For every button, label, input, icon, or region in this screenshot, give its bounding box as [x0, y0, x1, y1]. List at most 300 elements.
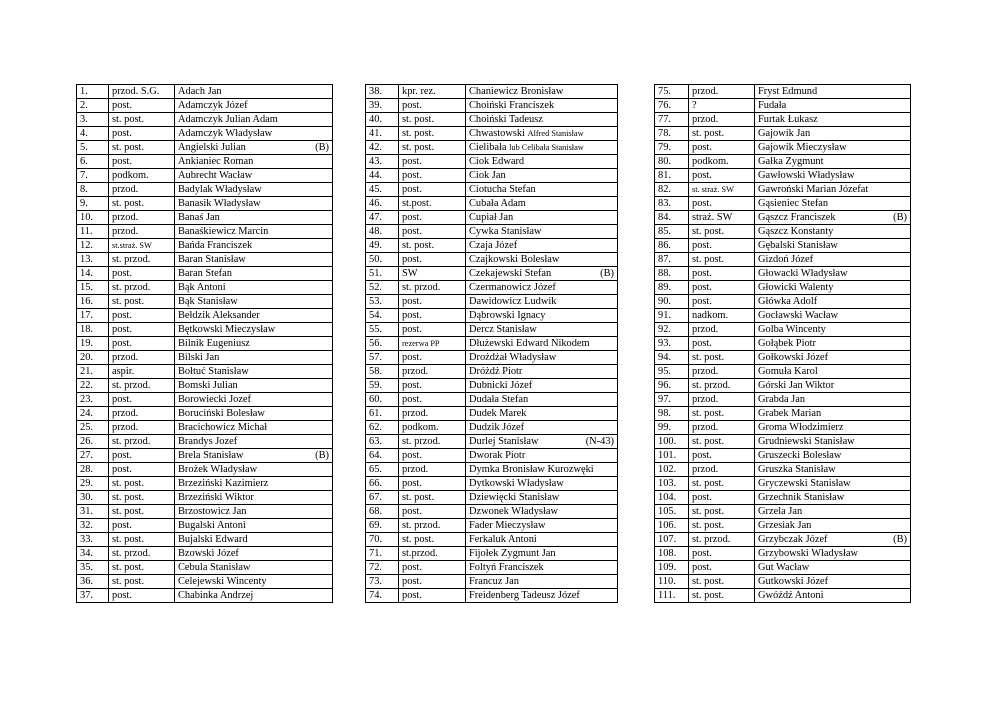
rank-cell: kpr. rez.	[399, 85, 466, 99]
row-number: 46.	[366, 197, 399, 211]
roster-table-3-body	[655, 85, 911, 603]
name-cell	[755, 561, 911, 575]
name-cell	[466, 309, 618, 323]
person-name: Czermanowicz Józef	[469, 282, 556, 293]
person-name: Ciok Edward	[469, 156, 525, 167]
rank-cell: st. post.	[689, 435, 755, 449]
name-cell	[175, 589, 333, 603]
person-name: Adamczyk Władysław	[178, 128, 273, 139]
table-row	[77, 169, 333, 183]
roster-table-2-body	[366, 85, 618, 603]
name-cell	[466, 435, 618, 449]
name-cell	[175, 547, 333, 561]
row-number: 81.	[655, 169, 689, 183]
person-name: Chabinka Andrzej	[178, 590, 254, 601]
name-cell	[755, 421, 911, 435]
person-name: Bąk Stanisław	[178, 296, 238, 307]
rank-cell: st. post.	[399, 127, 466, 141]
person-name: Bilski Jan	[178, 352, 220, 363]
table-row	[655, 309, 911, 323]
person-name: Dąbrowski Ignacy	[469, 310, 546, 321]
row-number: 93.	[655, 337, 689, 351]
row-number: 44.	[366, 169, 399, 183]
name-cell	[755, 85, 911, 99]
row-number: 13.	[77, 253, 109, 267]
rank-cell: st. przod.	[399, 435, 466, 449]
rank-cell: przod.	[109, 421, 175, 435]
row-number: 28.	[77, 463, 109, 477]
person-name: Bętkowski Mieczysław	[178, 324, 276, 335]
table-row	[77, 85, 333, 99]
person-name: Angielski Julian	[178, 142, 246, 153]
row-number: 105.	[655, 505, 689, 519]
table-row	[655, 211, 911, 225]
name-cell	[466, 141, 618, 155]
name-cell	[175, 85, 333, 99]
person-name: Grabek Marian	[758, 408, 822, 419]
table-row	[655, 267, 911, 281]
row-number: 10.	[77, 211, 109, 225]
name-cell	[466, 197, 618, 211]
person-name: Cebula Stanisław	[178, 562, 251, 573]
name-cell	[466, 505, 618, 519]
table-row	[655, 407, 911, 421]
person-name: Dziewięcki Stanisław	[469, 492, 560, 503]
rank-cell: przod.	[689, 393, 755, 407]
row-number: 49.	[366, 239, 399, 253]
rank-cell: st. post.	[689, 127, 755, 141]
name-cell	[466, 225, 618, 239]
table-row	[366, 155, 618, 169]
rank-cell: rezerwa PP	[399, 337, 466, 351]
person-name: Gębalski Stanisław	[758, 240, 838, 251]
row-number: 66.	[366, 477, 399, 491]
person-name: Chwastowski	[469, 128, 525, 139]
person-name: Górski Jan Wiktor	[758, 380, 835, 391]
row-number: 75.	[655, 85, 689, 99]
rank-cell: st.straż. SW	[109, 239, 175, 253]
rank-cell: st. post.	[689, 253, 755, 267]
name-cell	[175, 295, 333, 309]
person-name: Grzybowski Władysław	[758, 548, 858, 559]
row-number: 57.	[366, 351, 399, 365]
name-cell	[175, 351, 333, 365]
name-cell	[755, 379, 911, 393]
name-cell	[466, 211, 618, 225]
table-row	[655, 421, 911, 435]
rank-cell: post.	[399, 323, 466, 337]
name-cell	[175, 533, 333, 547]
name-cell	[755, 393, 911, 407]
row-number: 108.	[655, 547, 689, 561]
row-number: 32.	[77, 519, 109, 533]
name-cell	[466, 365, 618, 379]
table-row	[366, 309, 618, 323]
name-cell	[755, 211, 911, 225]
table-row	[77, 463, 333, 477]
table-row	[655, 141, 911, 155]
name-cell	[466, 351, 618, 365]
name-cell	[175, 141, 333, 155]
row-number: 94.	[655, 351, 689, 365]
table-row	[77, 141, 333, 155]
person-name: Gutkowski Józef	[758, 576, 829, 587]
person-name: Baran Stanisław	[178, 254, 246, 265]
table-row	[77, 225, 333, 239]
name-cell	[466, 463, 618, 477]
table-row	[77, 155, 333, 169]
row-number: 79.	[655, 141, 689, 155]
name-cell	[175, 169, 333, 183]
name-cell	[755, 449, 911, 463]
table-row	[366, 379, 618, 393]
name-cell	[466, 337, 618, 351]
roster-table-1	[76, 84, 333, 603]
name-cell	[755, 519, 911, 533]
name-cell	[466, 169, 618, 183]
name-cell	[175, 491, 333, 505]
rank-cell: st. post.	[399, 239, 466, 253]
row-number: 37.	[77, 589, 109, 603]
person-name: Borowiecki Jozef	[178, 394, 251, 405]
rank-cell: st. przod.	[399, 281, 466, 295]
person-name: Bołtuć Stanisław	[178, 366, 249, 377]
table-row	[655, 127, 911, 141]
row-number: 54.	[366, 309, 399, 323]
name-cell	[175, 99, 333, 113]
table-row	[366, 337, 618, 351]
row-number: 48.	[366, 225, 399, 239]
rank-cell: post.	[399, 169, 466, 183]
table-row	[655, 281, 911, 295]
rank-cell: post.	[689, 491, 755, 505]
rank-cell: podkom.	[689, 155, 755, 169]
person-name: Dawidowicz Ludwik	[469, 296, 557, 307]
name-cell	[755, 547, 911, 561]
row-number: 51.	[366, 267, 399, 281]
name-cell	[755, 309, 911, 323]
rank-cell: st. post.	[399, 533, 466, 547]
table-row	[77, 505, 333, 519]
person-name: Groma Włodzimierz	[758, 422, 844, 433]
rank-cell: post.	[399, 379, 466, 393]
table-row	[366, 435, 618, 449]
rank-cell: st. post.	[399, 141, 466, 155]
name-cell	[466, 491, 618, 505]
table-row	[77, 197, 333, 211]
row-number: 89.	[655, 281, 689, 295]
row-number: 25.	[77, 421, 109, 435]
person-name: Bzowski Józef	[178, 548, 239, 559]
person-name: Dudek Marek	[469, 408, 527, 419]
rank-cell: post.	[689, 337, 755, 351]
rank-cell: ?	[689, 99, 755, 113]
row-number: 98.	[655, 407, 689, 421]
person-name: Gizdoń Józef	[758, 254, 814, 265]
table-row	[77, 407, 333, 421]
table-row	[655, 239, 911, 253]
row-number: 36.	[77, 575, 109, 589]
row-number: 88.	[655, 267, 689, 281]
table-row	[366, 589, 618, 603]
row-number: 47.	[366, 211, 399, 225]
person-name: Gajowik Mieczysław	[758, 142, 847, 153]
table-row	[655, 449, 911, 463]
table-row	[366, 295, 618, 309]
row-number: 78.	[655, 127, 689, 141]
rank-cell: st. przod.	[399, 519, 466, 533]
name-cell	[175, 197, 333, 211]
rank-cell: przod.	[689, 463, 755, 477]
row-number: 69.	[366, 519, 399, 533]
name-suffix: (B)	[893, 212, 907, 223]
name-cell	[466, 155, 618, 169]
row-number: 99.	[655, 421, 689, 435]
person-name: Gołąbek Piotr	[758, 338, 817, 349]
person-name: Fudała	[758, 100, 787, 111]
person-name: Głowacki Władysław	[758, 268, 848, 279]
table-row	[77, 491, 333, 505]
rank-cell: post.	[689, 267, 755, 281]
rank-cell: st. post.	[109, 575, 175, 589]
name-cell	[175, 323, 333, 337]
row-number: 17.	[77, 309, 109, 323]
table-row	[77, 253, 333, 267]
rank-cell: przod.	[399, 365, 466, 379]
person-name: Bomski Julian	[178, 380, 238, 391]
rank-cell: post.	[399, 99, 466, 113]
table-row	[655, 365, 911, 379]
name-suffix: (B)	[893, 534, 907, 545]
table-row	[77, 239, 333, 253]
row-number: 23.	[77, 393, 109, 407]
person-name: Adamczyk Julian Adam	[178, 114, 278, 125]
table-row	[77, 267, 333, 281]
rank-cell: st. post.	[689, 575, 755, 589]
person-name: Banasik Władysław	[178, 198, 261, 209]
name-cell	[466, 589, 618, 603]
person-name: Dworak Piotr	[469, 450, 526, 461]
row-number: 39.	[366, 99, 399, 113]
person-name: Fryst Edmund	[758, 86, 818, 97]
rank-cell: st. przod.	[109, 253, 175, 267]
name-suffix: (B)	[600, 268, 614, 279]
row-number: 72.	[366, 561, 399, 575]
name-cell	[466, 253, 618, 267]
name-cell	[175, 449, 333, 463]
person-name: Czekajewski Stefan	[469, 268, 552, 279]
row-number: 29.	[77, 477, 109, 491]
person-name: Chaniewicz Bronisław	[469, 86, 564, 97]
row-number: 77.	[655, 113, 689, 127]
row-number: 91.	[655, 309, 689, 323]
person-name: Gąszcz Franciszek	[758, 212, 836, 223]
row-number: 65.	[366, 463, 399, 477]
table-row	[655, 575, 911, 589]
person-name: Cubała Adam	[469, 198, 526, 209]
name-cell	[466, 113, 618, 127]
row-number: 38.	[366, 85, 399, 99]
table-row	[77, 435, 333, 449]
rank-cell: st. post.	[689, 519, 755, 533]
table-row	[366, 281, 618, 295]
name-cell	[466, 575, 618, 589]
row-number: 9.	[77, 197, 109, 211]
rank-cell: st. post.	[109, 477, 175, 491]
row-number: 71.	[366, 547, 399, 561]
person-name: Banaś Jan	[178, 212, 220, 223]
row-number: 67.	[366, 491, 399, 505]
table-row	[655, 155, 911, 169]
rank-cell: przod.	[109, 351, 175, 365]
table-row	[77, 365, 333, 379]
table-row	[366, 547, 618, 561]
rank-cell: post.	[109, 323, 175, 337]
name-cell	[755, 99, 911, 113]
person-name: Brzeziński Kazimierz	[178, 478, 269, 489]
table-row	[655, 183, 911, 197]
row-number: 16.	[77, 295, 109, 309]
row-number: 26.	[77, 435, 109, 449]
table-row	[366, 239, 618, 253]
row-number: 70.	[366, 533, 399, 547]
table-row	[366, 253, 618, 267]
name-cell	[466, 449, 618, 463]
name-cell	[466, 323, 618, 337]
table-row	[77, 323, 333, 337]
row-number: 96.	[655, 379, 689, 393]
table-row	[655, 99, 911, 113]
person-name-extra: Alfred Stanisław	[527, 129, 584, 138]
rank-cell: st. post.	[689, 351, 755, 365]
name-cell	[755, 407, 911, 421]
person-name: Adach Jan	[178, 86, 222, 97]
rank-cell: st.przod.	[399, 547, 466, 561]
name-cell	[175, 477, 333, 491]
name-cell	[175, 337, 333, 351]
person-name: Baran Stefan	[178, 268, 232, 279]
rank-cell: st. post.	[109, 197, 175, 211]
rank-cell: post.	[399, 449, 466, 463]
name-cell	[175, 379, 333, 393]
person-name: Durlej Stanisław	[469, 436, 539, 447]
rank-cell: przod.	[689, 113, 755, 127]
row-number: 40.	[366, 113, 399, 127]
rank-cell: podkom.	[399, 421, 466, 435]
person-name: Grabda Jan	[758, 394, 806, 405]
rank-cell: przod.	[109, 225, 175, 239]
row-number: 103.	[655, 477, 689, 491]
rank-cell: post.	[399, 505, 466, 519]
name-cell	[466, 477, 618, 491]
name-cell	[755, 239, 911, 253]
row-number: 84.	[655, 211, 689, 225]
person-name: Czaja Józef	[469, 240, 518, 251]
person-name: Choiński Franciszek	[469, 100, 555, 111]
person-name: Brzostowicz Jan	[178, 506, 247, 517]
table-row	[77, 295, 333, 309]
name-cell	[755, 491, 911, 505]
table-row	[366, 127, 618, 141]
rank-cell: przod.	[399, 407, 466, 421]
rank-cell: post.	[109, 99, 175, 113]
name-cell	[466, 561, 618, 575]
row-number: 110.	[655, 575, 689, 589]
name-cell	[175, 421, 333, 435]
rank-cell: post.	[399, 225, 466, 239]
name-cell	[466, 421, 618, 435]
rank-cell: przod.	[689, 421, 755, 435]
name-suffix: (N-43)	[585, 436, 614, 447]
person-name: Gąszcz Konstanty	[758, 226, 834, 237]
rank-cell: straż. SW	[689, 211, 755, 225]
person-name: Bąk Antoni	[178, 282, 226, 293]
person-name: Dzwonek Władysław	[469, 506, 558, 517]
name-cell	[175, 435, 333, 449]
person-name: Bilnik Eugeniusz	[178, 338, 250, 349]
rank-cell: post.	[399, 575, 466, 589]
rank-cell: st. post.	[689, 225, 755, 239]
table-row	[366, 85, 618, 99]
row-number: 20.	[77, 351, 109, 365]
name-cell	[175, 155, 333, 169]
roster-table-1-body	[77, 85, 333, 603]
person-name: Dercz Stanisław	[469, 324, 537, 335]
person-name: Bańda Franciszek	[178, 240, 253, 251]
name-cell	[755, 463, 911, 477]
name-cell	[755, 589, 911, 603]
person-name: Fijołek Zygmunt Jan	[469, 548, 556, 559]
rank-cell: post.	[689, 295, 755, 309]
row-number: 62.	[366, 421, 399, 435]
person-name: Gwóźdź Antoni	[758, 590, 824, 601]
table-row	[366, 351, 618, 365]
rank-cell: post.	[689, 169, 755, 183]
table-row	[366, 169, 618, 183]
name-suffix: (B)	[315, 142, 329, 153]
table-row	[366, 267, 618, 281]
table-row	[366, 393, 618, 407]
rank-cell: st. straż. SW	[689, 183, 755, 197]
person-name: Ankianiec Roman	[178, 156, 254, 167]
rank-cell: post.	[689, 197, 755, 211]
table-row	[366, 533, 618, 547]
person-name: Brela Stanisław	[178, 450, 244, 461]
row-number: 60.	[366, 393, 399, 407]
rank-cell: st. post.	[689, 407, 755, 421]
rank-cell: post.	[689, 141, 755, 155]
name-cell	[755, 351, 911, 365]
person-name: Francuz Jan	[469, 576, 519, 587]
rank-cell: post.	[109, 309, 175, 323]
rank-cell: st. post.	[109, 295, 175, 309]
table-row	[655, 435, 911, 449]
rank-cell: post.	[399, 155, 466, 169]
name-cell	[755, 253, 911, 267]
rank-cell: st.post.	[399, 197, 466, 211]
table-row	[655, 393, 911, 407]
rank-cell: SW	[399, 267, 466, 281]
person-name: Główka Adolf	[758, 296, 818, 307]
table-row	[77, 533, 333, 547]
name-cell	[466, 99, 618, 113]
person-name: Dubnicki Józef	[469, 380, 533, 391]
rank-cell: st. przod.	[109, 435, 175, 449]
person-name: Golba Wincenty	[758, 324, 826, 335]
table-row	[655, 463, 911, 477]
row-number: 15.	[77, 281, 109, 295]
name-cell	[466, 519, 618, 533]
